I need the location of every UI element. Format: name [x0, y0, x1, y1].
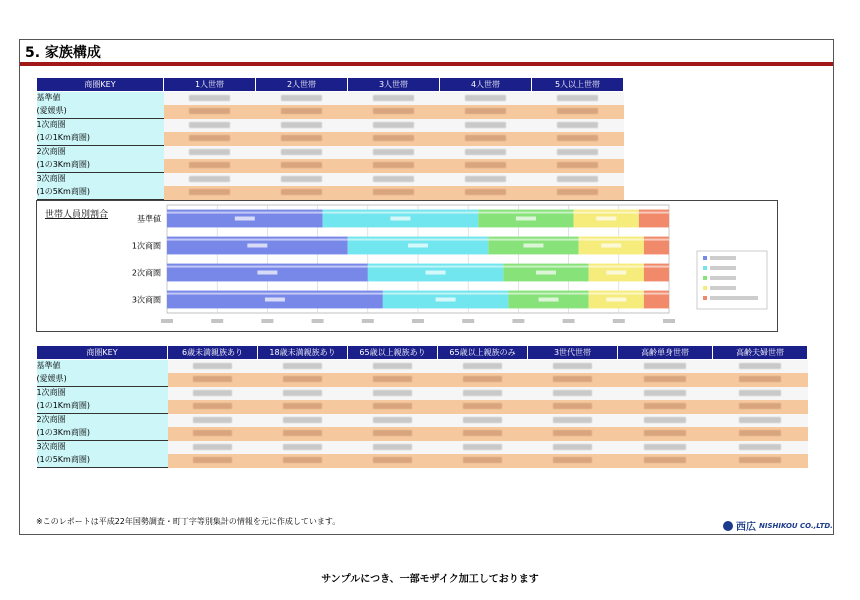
mosaic-block — [553, 403, 593, 409]
masked-count-cell — [168, 387, 258, 401]
col-header: 18歳未満親族あり — [258, 346, 348, 360]
masked-ratio-cell — [440, 186, 532, 200]
masked-count-cell — [256, 173, 348, 187]
masked-ratio-cell — [618, 427, 713, 441]
bar-highlight — [167, 293, 383, 295]
mosaic-block — [739, 444, 781, 450]
col-header: 高齢夫婦世帯 — [713, 346, 808, 360]
mosaic-block — [373, 162, 413, 168]
mosaic-block — [373, 135, 413, 141]
mosaic-block — [281, 95, 321, 101]
masked-ratio-cell — [528, 427, 618, 441]
masked-count-cell — [168, 360, 258, 374]
legend-swatch — [703, 286, 707, 290]
masked-ratio-cell — [164, 159, 256, 173]
category-label: 2次商圏 — [131, 268, 161, 278]
masked-tick-label — [412, 319, 424, 323]
mosaic-block — [189, 189, 229, 195]
mosaic-block — [739, 457, 781, 463]
mosaic-block — [283, 376, 323, 382]
masked-ratio-cell — [256, 105, 348, 119]
mosaic-block — [557, 149, 597, 155]
bar-highlight — [383, 293, 509, 295]
mosaic-block — [463, 417, 503, 423]
masked-ratio-cell — [438, 427, 528, 441]
masked-ratio-cell — [528, 373, 618, 387]
row-label: 3次商圏 — [37, 441, 168, 455]
masked-ratio-cell — [164, 132, 256, 146]
mosaic-block — [283, 390, 323, 396]
logo-mark-icon — [723, 521, 733, 531]
bar-highlight — [644, 266, 669, 268]
mosaic-block — [553, 376, 593, 382]
masked-ratio-cell — [348, 159, 440, 173]
masked-count-cell — [438, 441, 528, 455]
masked-count-cell — [440, 173, 532, 187]
masked-value-label — [247, 244, 267, 248]
masked-count-cell — [258, 441, 348, 455]
legend-swatch — [703, 296, 707, 300]
masked-count-cell — [438, 360, 528, 374]
masked-value-label — [539, 298, 559, 302]
row-sublabel: (愛媛県) — [37, 373, 168, 387]
masked-count-cell — [528, 360, 618, 374]
mosaic-block — [373, 95, 413, 101]
masked-ratio-cell — [713, 373, 808, 387]
masked-ratio-cell — [618, 454, 713, 468]
bar-highlight — [478, 212, 573, 214]
masked-count-cell — [438, 387, 528, 401]
mosaic-block — [463, 457, 503, 463]
masked-ratio-cell — [438, 400, 528, 414]
mosaic-block — [193, 403, 233, 409]
masked-count-cell — [168, 441, 258, 455]
mosaic-block — [739, 430, 781, 436]
bar-highlight — [639, 212, 669, 214]
mosaic-block — [373, 417, 413, 423]
mosaic-block — [465, 95, 505, 101]
masked-count-cell — [440, 92, 532, 106]
mosaic-block — [465, 135, 505, 141]
masked-ratio-cell — [348, 454, 438, 468]
masked-tick-label — [663, 319, 675, 323]
masked-tick-label — [211, 319, 223, 323]
masked-value-label — [516, 217, 536, 221]
mosaic-block — [281, 176, 321, 182]
col-header: 3人世帯 — [348, 78, 440, 92]
masked-ratio-cell — [532, 105, 624, 119]
masked-ratio-cell — [168, 400, 258, 414]
masked-count-cell — [348, 441, 438, 455]
mosaic-block — [739, 376, 781, 382]
col-header: 4人世帯 — [440, 78, 532, 92]
masked-count-cell — [348, 387, 438, 401]
mosaic-block — [644, 376, 686, 382]
bar-highlight — [368, 266, 504, 268]
chart-title: 世帯人員別割合 — [45, 210, 109, 220]
masked-tick-label — [312, 319, 324, 323]
masked-ratio-cell — [168, 373, 258, 387]
masked-value-label — [408, 244, 428, 248]
masked-count-cell — [440, 146, 532, 160]
row-sublabel: (1の3Km商圏) — [37, 427, 168, 441]
mosaic-block — [281, 135, 321, 141]
masked-legend-label — [710, 266, 736, 270]
mosaic-block — [193, 417, 233, 423]
title-underline — [20, 62, 833, 66]
masked-count-cell — [348, 119, 440, 133]
household-size-table — [36, 77, 624, 200]
masked-ratio-cell — [168, 427, 258, 441]
masked-tick-label — [261, 319, 273, 323]
masked-ratio-cell — [532, 186, 624, 200]
mosaic-block — [189, 149, 229, 155]
masked-tick-label — [613, 319, 625, 323]
mosaic-block — [644, 390, 686, 396]
mosaic-block — [189, 122, 229, 128]
mosaic-block — [557, 176, 597, 182]
chart-svg — [37, 201, 779, 333]
mosaic-block — [373, 444, 413, 450]
mosaic-block — [373, 122, 413, 128]
col-header: 商圏KEY — [37, 78, 164, 92]
masked-count-cell — [528, 441, 618, 455]
legend-swatch — [703, 266, 707, 270]
masked-ratio-cell — [348, 400, 438, 414]
masked-ratio-cell — [713, 454, 808, 468]
masked-ratio-cell — [528, 400, 618, 414]
mosaic-block — [463, 376, 503, 382]
mosaic-block — [739, 403, 781, 409]
mosaic-block — [463, 390, 503, 396]
row-sublabel: (1の1Km商圏) — [37, 400, 168, 414]
mosaic-block — [557, 122, 597, 128]
mosaic-block — [283, 403, 323, 409]
masked-ratio-cell — [258, 373, 348, 387]
row-sublabel: (1の5Km商圏) — [37, 454, 168, 468]
masked-value-label — [596, 217, 616, 221]
col-header: 高齢単身世帯 — [618, 346, 713, 360]
mosaic-block — [193, 430, 233, 436]
masked-ratio-cell — [256, 159, 348, 173]
masked-count-cell — [168, 414, 258, 428]
masked-count-cell — [713, 414, 808, 428]
col-header: 1人世帯 — [164, 78, 256, 92]
masked-count-cell — [528, 387, 618, 401]
masked-count-cell — [256, 92, 348, 106]
masked-tick-label — [161, 319, 173, 323]
masked-tick-label — [462, 319, 474, 323]
legend-swatch — [703, 276, 707, 280]
bar-highlight — [574, 212, 639, 214]
mosaic-block — [553, 444, 593, 450]
family-type-table — [36, 345, 808, 468]
mosaic-notice: サンプルにつき、一部モザイク加工しております — [321, 574, 539, 585]
masked-ratio-cell — [440, 159, 532, 173]
masked-value-label — [265, 298, 285, 302]
category-label: 1次商圏 — [131, 241, 161, 251]
mosaic-block — [283, 363, 323, 369]
masked-count-cell — [618, 441, 713, 455]
section-title: 5. 家族構成 — [25, 45, 101, 61]
masked-tick-label — [362, 319, 374, 323]
mosaic-block — [373, 457, 413, 463]
masked-count-cell — [164, 146, 256, 160]
masked-count-cell — [258, 360, 348, 374]
mosaic-block — [644, 457, 686, 463]
masked-ratio-cell — [168, 454, 258, 468]
masked-ratio-cell — [348, 427, 438, 441]
bar-highlight — [579, 239, 644, 241]
masked-value-label — [606, 298, 626, 302]
masked-ratio-cell — [440, 132, 532, 146]
masked-ratio-cell — [438, 373, 528, 387]
mosaic-block — [739, 363, 781, 369]
masked-tick-label — [512, 319, 524, 323]
col-header: 3世代世帯 — [528, 346, 618, 360]
masked-count-cell — [164, 119, 256, 133]
masked-legend-label — [710, 286, 736, 290]
masked-count-cell — [532, 146, 624, 160]
mosaic-block — [373, 430, 413, 436]
source-note: ※このレポートは平成22年国勢調査・町丁字等別集計の情報を元に作成しています。 — [36, 517, 341, 526]
mosaic-block — [557, 95, 597, 101]
masked-count-cell — [438, 414, 528, 428]
bar-highlight — [167, 239, 348, 241]
mosaic-block — [193, 390, 233, 396]
masked-tick-label — [563, 319, 575, 323]
mosaic-block — [373, 108, 413, 114]
mosaic-block — [553, 363, 593, 369]
masked-ratio-cell — [618, 373, 713, 387]
row-label: 1次商圏 — [37, 119, 164, 133]
mosaic-block — [739, 390, 781, 396]
mosaic-block — [465, 162, 505, 168]
col-header: 6歳未満親族あり — [168, 346, 258, 360]
masked-value-label — [606, 271, 626, 275]
masked-ratio-cell — [164, 105, 256, 119]
masked-ratio-cell — [348, 105, 440, 119]
masked-value-label — [436, 298, 456, 302]
masked-count-cell — [258, 414, 348, 428]
bar-highlight — [348, 239, 489, 241]
masked-ratio-cell — [532, 132, 624, 146]
masked-count-cell — [348, 92, 440, 106]
mosaic-block — [283, 430, 323, 436]
mosaic-block — [189, 95, 229, 101]
row-sublabel: (1の1Km商圏) — [37, 132, 164, 146]
masked-ratio-cell — [532, 159, 624, 173]
mosaic-block — [193, 444, 233, 450]
logo-en-text: NISHIKOU CO.,LTD. — [759, 521, 833, 530]
masked-ratio-cell — [438, 454, 528, 468]
masked-count-cell — [164, 92, 256, 106]
mosaic-block — [281, 122, 321, 128]
mosaic-block — [465, 189, 505, 195]
masked-ratio-cell — [256, 186, 348, 200]
masked-count-cell — [164, 173, 256, 187]
masked-legend-label — [710, 276, 736, 280]
category-label: 3次商圏 — [131, 295, 161, 305]
logo-jp-text: 西広 — [736, 522, 756, 533]
mosaic-block — [553, 390, 593, 396]
mosaic-block — [189, 108, 229, 114]
masked-value-label — [536, 271, 556, 275]
masked-value-label — [601, 244, 621, 248]
mosaic-block — [644, 444, 686, 450]
mosaic-block — [283, 417, 323, 423]
masked-count-cell — [532, 173, 624, 187]
mosaic-block — [557, 108, 597, 114]
bar-highlight — [508, 293, 588, 295]
mosaic-block — [283, 444, 323, 450]
mosaic-block — [189, 135, 229, 141]
mosaic-block — [465, 108, 505, 114]
row-label: 2次商圏 — [37, 414, 168, 428]
mosaic-block — [373, 376, 413, 382]
mosaic-block — [463, 363, 503, 369]
mosaic-block — [281, 108, 321, 114]
mosaic-block — [557, 135, 597, 141]
bar-highlight — [167, 212, 323, 214]
row-label: 3次商圏 — [37, 173, 164, 187]
bar-highlight — [644, 293, 669, 295]
masked-count-cell — [258, 387, 348, 401]
masked-count-cell — [713, 360, 808, 374]
mosaic-block — [644, 363, 686, 369]
mosaic-block — [553, 457, 593, 463]
masked-ratio-cell — [528, 454, 618, 468]
bar-highlight — [644, 239, 669, 241]
masked-ratio-cell — [440, 105, 532, 119]
mosaic-block — [193, 376, 233, 382]
bar-highlight — [589, 293, 644, 295]
masked-count-cell — [618, 387, 713, 401]
masked-value-label — [257, 271, 277, 275]
mosaic-block — [463, 430, 503, 436]
bar-highlight — [167, 266, 368, 268]
masked-ratio-cell — [348, 373, 438, 387]
mosaic-block — [189, 162, 229, 168]
mosaic-block — [373, 363, 413, 369]
mosaic-block — [373, 176, 413, 182]
row-sublabel: (1の3Km商圏) — [37, 159, 164, 173]
masked-value-label — [523, 244, 543, 248]
masked-ratio-cell — [258, 427, 348, 441]
row-label: 基準値 — [37, 360, 168, 374]
mosaic-block — [465, 122, 505, 128]
col-header: 商圏KEY — [37, 346, 168, 360]
masked-ratio-cell — [713, 400, 808, 414]
row-label: 2次商圏 — [37, 146, 164, 160]
masked-count-cell — [618, 414, 713, 428]
mosaic-block — [373, 149, 413, 155]
masked-count-cell — [348, 414, 438, 428]
masked-count-cell — [532, 119, 624, 133]
bar-highlight — [503, 266, 588, 268]
bar-highlight — [323, 212, 479, 214]
mosaic-block — [739, 417, 781, 423]
masked-count-cell — [440, 119, 532, 133]
mosaic-block — [281, 189, 321, 195]
masked-count-cell — [348, 146, 440, 160]
masked-ratio-cell — [618, 400, 713, 414]
masked-value-label — [235, 217, 255, 221]
mosaic-block — [465, 176, 505, 182]
col-header: 5人以上世帯 — [532, 78, 624, 92]
masked-ratio-cell — [713, 427, 808, 441]
masked-ratio-cell — [348, 186, 440, 200]
row-label: 基準値 — [37, 92, 164, 106]
mosaic-block — [463, 444, 503, 450]
masked-value-label — [426, 271, 446, 275]
masked-ratio-cell — [258, 454, 348, 468]
masked-count-cell — [256, 146, 348, 160]
mosaic-block — [463, 403, 503, 409]
masked-count-cell — [348, 173, 440, 187]
masked-legend-label — [710, 296, 758, 300]
masked-count-cell — [256, 119, 348, 133]
bar-highlight — [589, 266, 644, 268]
company-logo — [723, 518, 833, 533]
masked-count-cell — [348, 360, 438, 374]
masked-ratio-cell — [258, 400, 348, 414]
mosaic-block — [189, 176, 229, 182]
masked-ratio-cell — [164, 186, 256, 200]
masked-count-cell — [618, 360, 713, 374]
mosaic-block — [553, 417, 593, 423]
masked-ratio-cell — [256, 132, 348, 146]
mosaic-block — [281, 149, 321, 155]
masked-count-cell — [713, 387, 808, 401]
mosaic-block — [373, 390, 413, 396]
mosaic-block — [553, 430, 593, 436]
masked-count-cell — [532, 92, 624, 106]
mosaic-block — [644, 430, 686, 436]
col-header: 2人世帯 — [256, 78, 348, 92]
category-label: 基準値 — [137, 214, 161, 224]
mosaic-block — [373, 403, 413, 409]
mosaic-block — [193, 457, 233, 463]
row-sublabel: (1の5Km商圏) — [37, 186, 164, 200]
mosaic-block — [557, 189, 597, 195]
bar-highlight — [488, 239, 578, 241]
mosaic-block — [465, 149, 505, 155]
col-header: 65歳以上親族のみ — [438, 346, 528, 360]
mosaic-block — [557, 162, 597, 168]
masked-count-cell — [713, 441, 808, 455]
masked-count-cell — [528, 414, 618, 428]
row-sublabel: (愛媛県) — [37, 105, 164, 119]
mosaic-block — [283, 457, 323, 463]
mosaic-block — [281, 162, 321, 168]
mosaic-block — [193, 363, 233, 369]
masked-legend-label — [710, 256, 736, 260]
masked-value-label — [390, 217, 410, 221]
masked-ratio-cell — [348, 132, 440, 146]
mosaic-block — [644, 417, 686, 423]
mosaic-block — [644, 403, 686, 409]
household-ratio-chart — [36, 200, 778, 332]
legend-swatch — [703, 256, 707, 260]
row-label: 1次商圏 — [37, 387, 168, 401]
col-header: 65歳以上親族あり — [348, 346, 438, 360]
mosaic-block — [373, 189, 413, 195]
